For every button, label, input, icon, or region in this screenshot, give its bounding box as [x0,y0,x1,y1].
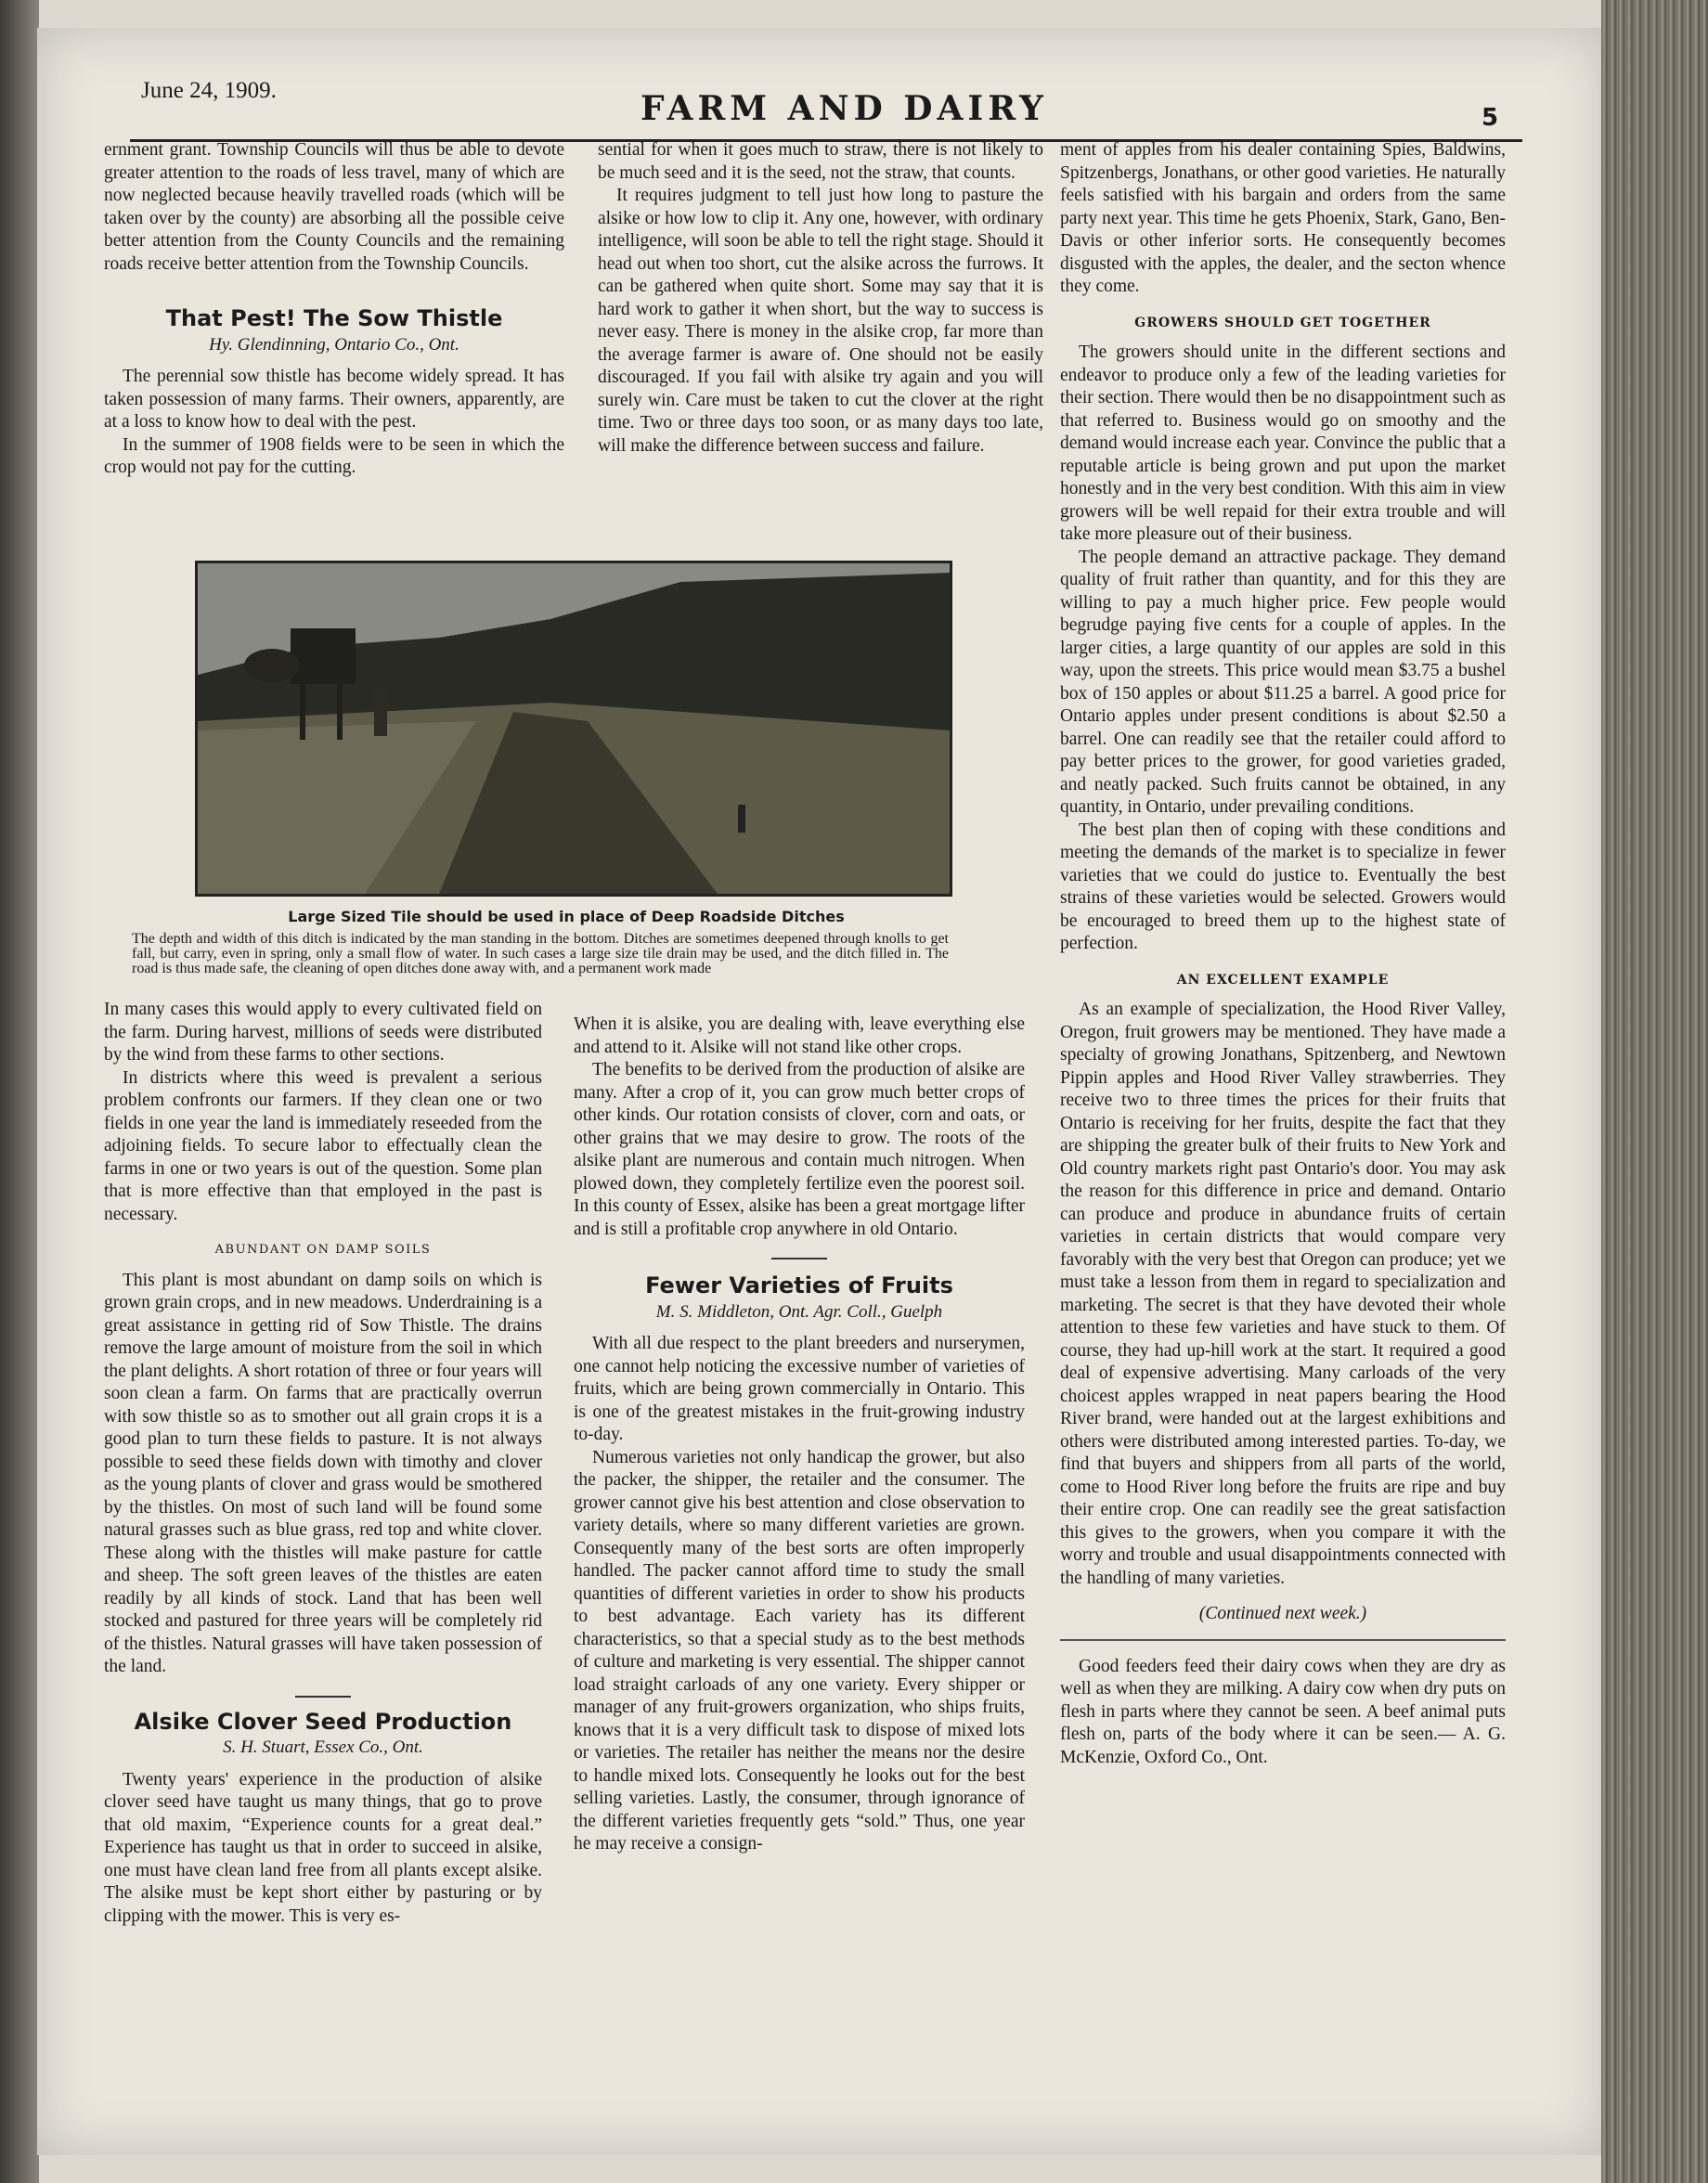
byline: M. S. Middleton, Ont. Agr. Coll., Guelph [655,1301,943,1322]
paragraph: The benefits to be derived from the production of alsike are many. After a crop of it, you can grow much better crops of other kinds. Our rotation consists of clover, corn and oats, or other grains that we may desire to grow. The roots of the alsike plant are numerous and contain much nitrogen. When plowed down, they completely fertilize even the poorest soil. In this county of Essex, alsike has been a great mortgage lifter and is still a profitable crop anywhere in old Ontario. [574,1060,1025,1239]
column-1-top [104,139,564,480]
paragraph: In the summer of 1908 fields were to be seen in which the crop would not pay for the cutting. [104,434,564,477]
page-gutter-shadow [0,0,39,2183]
paragraph: In districts where this weed is prevalent a serious problem confronts our farmers. If they clean one or two fields in one year the land is immediately reseeded from the adjoining fields. To secure labor to effectually clean the farms in one or two years is out of the question. Some plan that is more effective than that employed in the past is necessary. [104,1067,542,1224]
masthead-title: FARM AND DAIRY [640,89,1048,128]
article-headline-fruits: Fewer Varieties of Fruits [645,1272,953,1298]
issue-date: June 24, 1909. [141,78,277,103]
roadside-ditch-photo [195,561,952,897]
byline: Hy. Glendinning, Ontario Co., Ont. [209,334,459,355]
paragraph-feeders-note: Good feeders feed their dairy cows when they are dry as well as when they are milking. A dairy cow when dry puts on flesh in parts where they cannot be seen. A beef animal puts flesh on, parts of the body where it can be seen.— A. G. McKenzie, Oxford Co., Ont. [1060,1656,1506,1767]
article-separator [771,1258,827,1259]
byline: S. H. Stuart, Essex Co., Ont. [223,1737,423,1757]
section-subhead: ABUNDANT ON DAMP SOILS [214,1243,432,1257]
section-subhead: GROWERS SHOULD GET TOGETHER [1134,315,1431,330]
paragraph: Numerous varieties not only handicap the grower, but also the packer, the shipper, the retailer and the consumer. The grower cannot give his best attention and close observation to variety details, where so many different varieties are grown. Consequently many of the best sorts are often improperly handled. The packer cannot afford time to study the small quantities of different varieties in order to show his products to best advantage. Each variety has its different characteristics, so that a special study as to the best methods of culture and marketing is very essential. The shipper cannot load straight carloads of any one variety. Every shipper or manager of any fruit-growers organization, who ships fruits, knows that it is a very difficult task to dispose of mixed lots or varieties. The retailer has neither the means nor the desire to handle mixed lots. Consequently he looks out for the best selling varieties. Lastly, the consumer, through ignorance of the different varieties frequently gets “sold.” Thus, one year he may receive a consign- [574,1447,1025,1854]
paragraph: The best plan then of coping with these conditions and meeting the demands of the market is to specialize in fewer varieties that we could do justice to. Eventually the best strains of these varieties would be selected. Growers would be encouraged to breed them up to the highest state of perfection. [1060,820,1506,953]
paragraph: The perennial sow thistle has become widely spread. It has taken possession of many farms. Their owners, apparently, are at a loss to know how to deal with the pest. [104,367,564,432]
paragraph: Twenty years' experience in the production of alsike clover seed have taught us many things, that go to prove that old maxim, “Experience counts for a great deal.” Experience has taught us that in order to succeed in alsike, one must have clean land free from all plants except alsike. The alsike must be kept short either by pasturing or by clipping with the mower. This is very es- [104,1769,542,1926]
column-2-bottom [574,1014,1025,1856]
photo-caption-text: The depth and width of this ditch is indicated by the man standing in the bottom. Ditches are sometimes deepened through knolls to get fall, but carry, even in spring, only a small flow of water. In such cases a large size tile drain may be used, and the ditch filled in. The road is thus made safe, the cleaning of open ditches done away with, and a permanent work made [132,931,949,976]
paragraph: In many cases this would apply to every cultivated field on the farm. During harvest, millions of seeds were distributed by the wind from these farms to other sections. [104,1000,542,1065]
paragraph: With all due respect to the plant breeders and nurserymen, one cannot help noticing the excessive number of varieties of fruits, which are being grown commercially in Ontario. This is one of the greatest mistakes in the fruit-growing industry to-day. [574,1334,1025,1444]
paragraph: sential for when it goes much to straw, there is not likely to be much seed and it is the seed, not the straw, that counts. [598,140,1043,183]
article-headline-sow-thistle: That Pest! The Sow Thistle [165,305,503,331]
paragraph: It requires judgment to tell just how long to pasture the alsike or how low to clip it. Any one, however, with ordinary intelligence, will soon be able to tell the right stage. Should it head out when too short, cut the alsike across the furrows. It can be gathered when quite short. Some may say that it is hard work to gather it when short, but the way to success is never easy. There is money in the alsike crop, far more than the average farmer is aware of. One should not be easily discouraged. If you fail with alsike try again and you will surely win. Care must be taken to cut the clover at the right time. Two or three days too soon, or as many days too late, will make the difference between success and failure. [598,186,1043,456]
article-headline-alsike: Alsike Clover Seed Production [134,1708,512,1735]
paragraph: The growers should unite in the different sections and endeavor to produce only a few of the leading varieties for their section. There would then be no disappointment such as that referred to. Business would go on smoothy and the demand would increase each year. Convince the public that a reputable article is being grown and put upon the market honestly and in the very best condition. With this aim in view growers will be well repaid for their extra trouble and will take more pleasure out of their business. [1060,342,1506,544]
section-subhead: AN EXCELLENT EXAMPLE [1176,972,1390,988]
paragraph: ment of apples from his dealer containing Spies, Baldwins, Spitzenbergs, Jonathans, or other good varieties. He naturally feels satisfied with his bargain and orders from the same party next year. This time he gets Phoenix, Stark, Gano, Ben-Davis or other inferior sorts. He consequently becomes disgusted with the apples, the dealer, and the secton whence they come. [1060,140,1506,296]
paragraph: ernment grant. Township Councils will thus be able to devote greater attention to the roads of less travel, many of which are now neglected because heavily travelled roads (which will be taken over by the county) are absorbing all the possible ceive better attention from the County Councils and the remaining roads receive better attention from the Township Councils. [104,140,564,274]
bound-volume-edge [1601,0,1708,2183]
page-number: 5 [1482,104,1499,132]
column-1-bottom [104,999,542,1928]
paragraph: This plant is most abundant on damp soils on which is grown grain crops, and in new meadows. Underdraining is a great assistance in getting rid of Sow Thistle. The drains remove the large amount of moisture from the soil in which the plant delights. A short rotation of three or four years will soon clean a farm. On farms that are practically overrun with sow thistle so as to smother out all grain crops it is a good plan to turn these fields to pasture. It is not always possible to seed these fields down with timothy and clover as the young plants of clover and grass would be smothered by the thistles. On most of such land will be found some natural grasses such as blue grass, red top and white clover. These along with the thistles will make pasture for cattle and sheep. The soft green leaves of the thistles are eaten readily by all kinds of stock. Land that has been well stocked and pastured for three years will be completely rid of the thistles. Natural grasses will have taken possession of the land. [104,1270,542,1676]
continued-notice: (Continued next week.) [1198,1604,1367,1623]
photo-illustration [198,563,950,894]
paragraph: The people demand an attractive package. They demand quality of fruit rather than quantity, and for this they are willing to pay a much higher price. Few people would begrudge paying five cents for a couple of apples. In the larger cities, a large quantity of our apples are sold in this way, upon the streets. This price would mean $3.75 a bushel box of 150 apples or about $11.25 a barrel. A good price for Ontario apples under present conditions is about $2.50 a barrel. One can readily see that the retailer could afford to pay better prices to the grower, for good varieties graded, and neatly packed. Such fruits cannot be obtained, in any quantity, in Ontario, under prevailing conditions. [1060,547,1506,817]
column-2-top [598,139,1043,458]
column-3 [1060,139,1506,1769]
photo-caption-title: Large Sized Tile should be used in place of Deep Roadside Ditches [288,908,845,925]
article-separator [295,1696,351,1698]
paragraph: When it is alsike, you are dealing with, leave everything else and attend to it. Alsike will not stand like other crops. [574,1014,1025,1057]
paragraph: As an example of specialization, the Hood River Valley, Oregon, fruit growers may be mentioned. They have made a specialty of growing Jonathans, Spitzenberg, and Newtown Pippin apples and Hood River Valley strawberries. They receive two to three times the prices for their fruits that Ontario is receiving for her fruits, despite the fact that they are shipping the greater bulk of their fruits to New York and Old country markets right past Ontario's door. You may ask the reason for this difference in price and demand. Ontario can produce and produce in abundance fruits of certain varieties in certain districts that would compare very favorably with the very best that Oregon can produce; yet we must take a lesson from them in regard to specialization and marketing. The secret is that they have devoted their whole attention to these few varieties and have stuck to them. Of course, they had up-hill work at the start. It required a good deal of expensive advertising. Many carloads of the very choicest apples wrapped in neat papers bearing the Hood River brand, were handed out at the largest exhibitions and others were distributed among interested parties. To-day, we find that buyers and shippers from all parts of the world, come to Hood River long before the fruits are ripe and buy their entire crop. One can readily see the great satisfaction this gives to the growers, when you compare it with the worry and trouble and usual disappointments connected with the handling of many varieties. [1060,1000,1506,1588]
box-rule [1060,1639,1506,1641]
